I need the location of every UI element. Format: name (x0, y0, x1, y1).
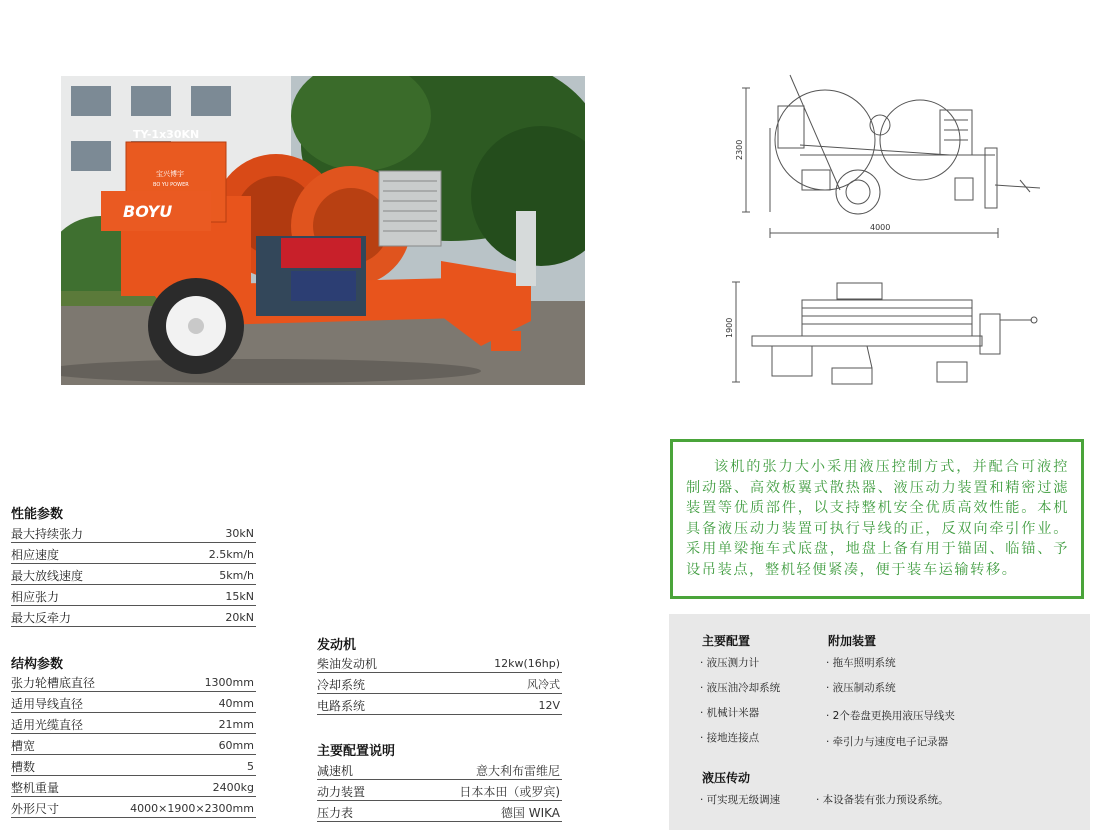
structure-title: 结构参数 (11, 657, 64, 672)
table-row (11, 734, 256, 755)
engine-table (317, 652, 562, 715)
spec-value: 5 (110, 755, 256, 776)
table-row (11, 755, 256, 776)
brand-label: BOYU (123, 202, 173, 221)
spec-label: 相应速度 (11, 543, 161, 564)
spec-label: 最大反牵力 (11, 606, 161, 627)
spec-value: 15kN (161, 585, 256, 606)
spec-value: 20kN (161, 606, 256, 627)
extra-config-title: 附加装置 (828, 634, 877, 648)
extra-config-item: · 液压制动系统 (826, 682, 896, 694)
spec-label: 适用导线直径 (11, 692, 110, 713)
spec-value: 4000×1900×2300mm (110, 797, 256, 818)
table-row (317, 759, 562, 780)
spec-value: 30kN (161, 522, 256, 543)
engine-title: 发动机 (317, 638, 357, 653)
description-text: 该机的张力大小采用液压控制方式，并配合可液控制动器、高效板翼式散热器、液压动力装置和精密过滤装置等优质部件，以支持整机安全优质高效性能。本机具备液压动力装置可执行导线的正，反双向牵引作业。采用单梁拖车式底盘，地盘上备有用于锚固、临锚、予设吊装点，整机轻便紧凑，便于装车运输转移。 (686, 459, 1069, 578)
table-row (11, 797, 256, 818)
spec-label: 冷却系统 (317, 673, 434, 694)
top-view-drawing (722, 278, 1052, 390)
table-row (11, 564, 256, 585)
table-row (11, 543, 256, 564)
table-row (11, 776, 256, 797)
spec-label: 柴油发动机 (317, 652, 434, 673)
spec-label: 相应张力 (11, 585, 161, 606)
model-label: TY-1x30KN (133, 128, 200, 141)
main-config-item: · 液压油冷却系统 (700, 682, 781, 694)
table-row (11, 713, 256, 734)
spec-value: 12kw(16hp) (434, 652, 562, 673)
spec-value: 意大利布雷维尼 (397, 759, 562, 780)
spec-value: 2400kg (110, 776, 256, 797)
spec-label: 电路系统 (317, 694, 434, 715)
spec-label: 张力轮槽底直径 (11, 671, 110, 692)
spec-value: 12V (434, 694, 562, 715)
spec-label: 槽数 (11, 755, 110, 776)
length-dimension: 4000 (870, 223, 891, 232)
spec-value: 2.5km/h (161, 543, 256, 564)
spec-value: 风冷式 (434, 673, 562, 694)
table-row (317, 652, 562, 673)
spec-label: 减速机 (317, 759, 397, 780)
performance-title: 性能参数 (11, 507, 64, 522)
spec-label: 槽宽 (11, 734, 110, 755)
spec-label: 整机重量 (11, 776, 110, 797)
table-row (11, 606, 256, 627)
spec-value: 1300mm (110, 671, 256, 692)
table-row (317, 673, 562, 694)
spec-value: 日本本田（或罗宾) (397, 780, 562, 801)
table-row (317, 801, 562, 822)
spec-value: 5km/h (161, 564, 256, 585)
extra-config-item: · 2个卷盘更换用液压导线夹 (826, 710, 955, 722)
main-config-desc-title: 主要配置说明 (317, 744, 396, 759)
table-row (11, 671, 256, 692)
main-config-item: · 液压测力计 (700, 657, 760, 669)
main-config-item: · 接地连接点 (700, 732, 760, 744)
brand-cn-label: 宝兴博宇 (156, 170, 184, 178)
product-photo (61, 76, 585, 385)
extra-config-item: · 拖车照明系统 (826, 657, 896, 669)
hydraulic-title: 液压传动 (702, 771, 751, 785)
spec-label: 外形尺寸 (11, 797, 110, 818)
extra-config-item: · 牵引力与速度电子记录器 (826, 736, 949, 748)
performance-table (11, 522, 256, 627)
hydraulic-item: · 可实现无级调速 (700, 794, 781, 806)
spec-label: 最大持续张力 (11, 522, 161, 543)
spec-value: 21mm (110, 713, 256, 734)
brand-en-label: BO YU POWER (153, 182, 189, 188)
main-config-desc-table (317, 759, 562, 822)
table-row (317, 694, 562, 715)
table-row (317, 780, 562, 801)
side-view-drawing (730, 70, 1050, 240)
table-row (11, 585, 256, 606)
spec-value: 40mm (110, 692, 256, 713)
description-box (670, 439, 1084, 599)
table-row (11, 692, 256, 713)
table-row (11, 522, 256, 543)
spec-label: 动力装置 (317, 780, 397, 801)
height-dimension: 2300 (735, 139, 744, 160)
structure-table (11, 671, 256, 818)
spec-label: 适用光缆直径 (11, 713, 110, 734)
config-panel (669, 614, 1090, 830)
main-config-item: · 机械计米器 (700, 707, 760, 719)
spec-label: 压力表 (317, 801, 397, 822)
spec-value: 60mm (110, 734, 256, 755)
main-config-title: 主要配置 (702, 634, 751, 648)
hydraulic-item: · 本设备装有张力预设系统。 (816, 794, 949, 806)
width-dimension: 1900 (725, 317, 734, 338)
spec-label: 最大放线速度 (11, 564, 161, 585)
spec-value: 德国 WIKA (397, 801, 562, 822)
